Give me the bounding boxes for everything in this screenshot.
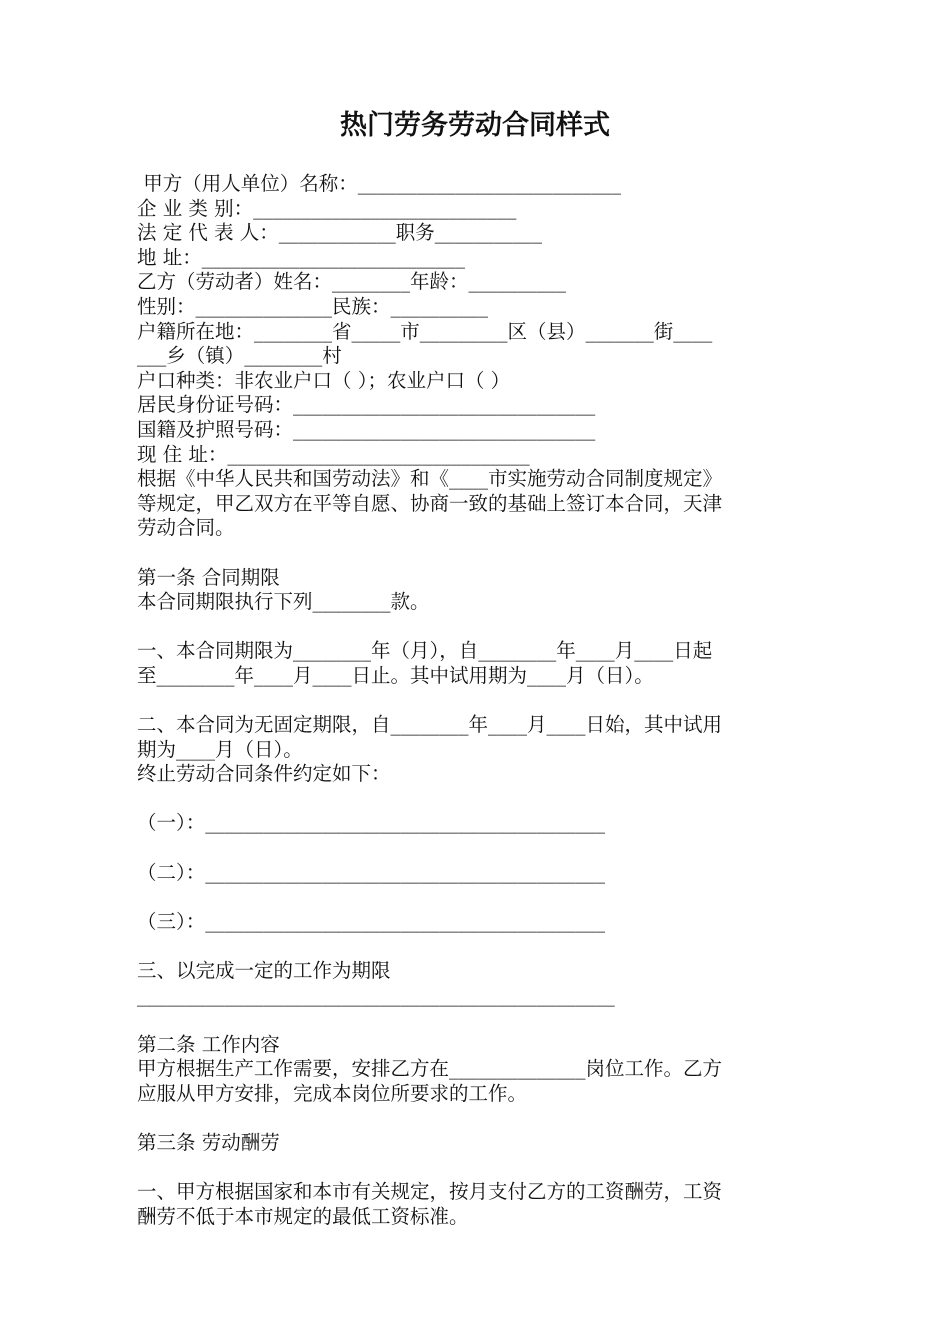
contract-line: 户籍所在地：________省_____市_________区（县）_______街____ — [137, 319, 713, 343]
contract-line: 等规定，甲乙双方在平等自愿、协商一致的基础上签订本合同，天津 — [137, 491, 723, 515]
blank-line — [137, 1008, 817, 1033]
contract-line: （一）：_________________________________________ — [137, 811, 606, 835]
contract-line: 三、以完成一定的工作为期限 — [137, 959, 391, 982]
contract-line: 企 业 类 别：___________________________ — [137, 196, 517, 220]
blank-line — [137, 836, 817, 861]
contract-line: 法 定 代 表 人：____________职务___________ — [137, 221, 543, 245]
contract-line: 劳动合同。 — [137, 516, 235, 540]
contract-line: 性别：______________民族：__________ — [137, 294, 489, 318]
contract-line: 一、甲方根据国家和本市有关规定，按月支付乙方的工资酬劳，工资 — [137, 1180, 723, 1204]
contract-line: 户口种类：非农业户口（ ）；农业户口（ ） — [137, 368, 511, 392]
contract-line: 至________年____月____日止。其中试用期为____月（日）。 — [137, 663, 654, 687]
contract-line: 甲方（用人单位）名称：___________________________ — [137, 172, 621, 195]
contract-line: 本合同期限执行下列________款。 — [137, 590, 430, 614]
blank-line — [137, 615, 817, 640]
contract-line: 根据《中华人民共和国劳动法》和《____市实施劳动合同制度规定》 — [137, 467, 723, 491]
contract-line: 甲方根据生产工作需要，安排乙方在______________岗位工作。乙方 — [137, 1057, 723, 1081]
contract-line: 应服从甲方安排，完成本岗位所要求的工作。 — [137, 1081, 528, 1105]
contract-line: ___乡（镇）________村 — [137, 344, 342, 368]
blank-line — [137, 934, 817, 959]
contract-line: 乙方（劳动者）姓名：________年龄：__________ — [137, 270, 567, 294]
document-title: 热门劳务劳动合同样式 — [340, 110, 610, 141]
contract-line: _________________________________________________ — [137, 983, 615, 1007]
blank-line — [137, 1107, 817, 1132]
contract-line: 期为____月（日）。 — [137, 737, 303, 761]
document-body — [137, 172, 817, 1230]
blank-line — [137, 1156, 817, 1181]
blank-line — [137, 541, 817, 566]
contract-line: 第二条 工作内容 — [137, 1032, 280, 1056]
blank-line — [137, 688, 817, 713]
contract-line: 地 址：___________________________ — [137, 245, 465, 269]
contract-line: 终止劳动合同条件约定如下： — [137, 762, 391, 786]
contract-line: 第一条 合同期限 — [137, 565, 280, 589]
contract-line: （二）：_________________________________________ — [137, 860, 606, 884]
contract-line: 酬劳不低于本市规定的最低工资标准。 — [137, 1204, 469, 1228]
contract-line: 第三条 劳动酬劳 — [137, 1131, 280, 1155]
blank-line — [137, 885, 817, 910]
contract-line: 居民身份证号码：_______________________________ — [137, 393, 596, 417]
contract-line: 现 住 址：_______________________________ — [137, 442, 530, 466]
blank-line — [137, 787, 817, 812]
contract-line: 二、本合同为无固定期限，自________年____月____日始，其中试用 — [137, 713, 723, 737]
contract-line: （三）：_________________________________________ — [137, 909, 606, 933]
contract-line: 国籍及护照号码：_______________________________ — [137, 417, 596, 441]
contract-line: 一、本合同期限为________年（月），自________年____月____日起 — [137, 639, 713, 663]
